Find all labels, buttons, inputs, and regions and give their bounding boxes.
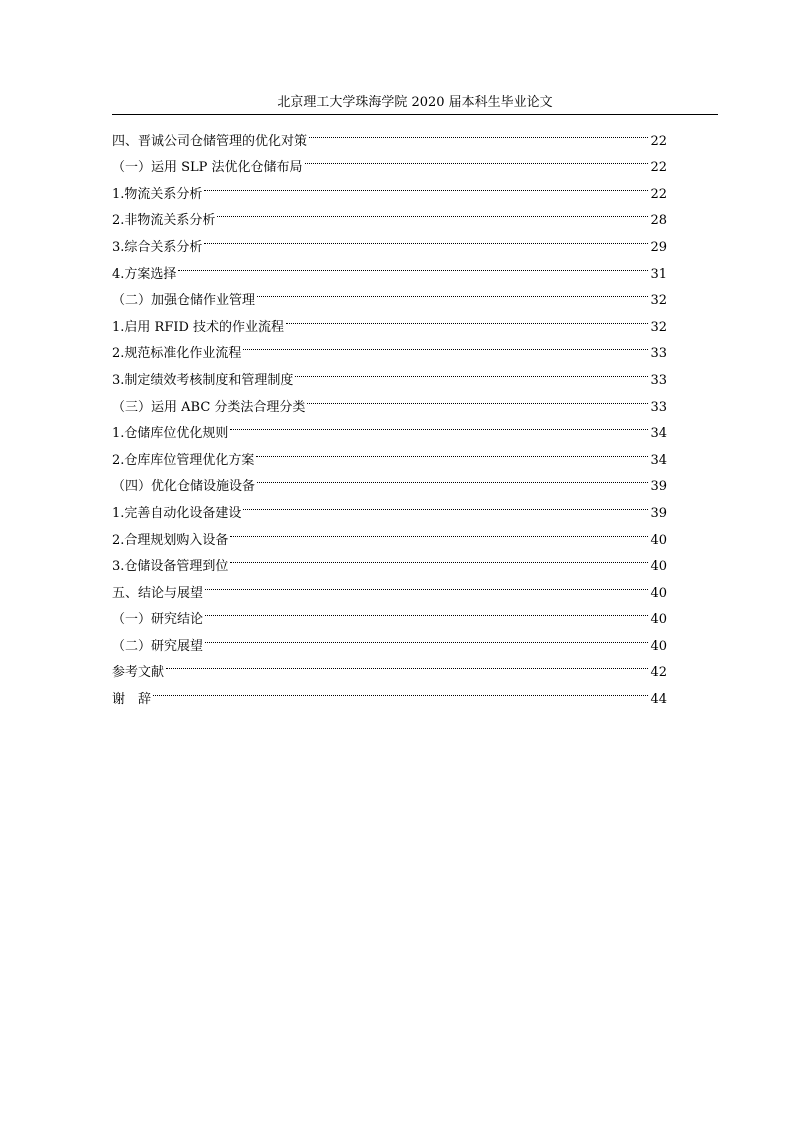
- toc-entry-title: 2.非物流关系分析: [112, 213, 216, 229]
- toc-entry-title: 3.仓储设备管理到位: [112, 559, 229, 575]
- toc-leader: [205, 623, 648, 650]
- toc-leader: [205, 597, 648, 624]
- toc-entry-title: 2.规范标准化作业流程: [112, 346, 242, 362]
- toc-entry-page: 22: [650, 133, 667, 149]
- toc-entry-page: 40: [650, 638, 667, 654]
- toc-entry-title: 1.启用 RFID 技术的作业流程: [112, 319, 285, 335]
- toc-leader: [256, 437, 648, 464]
- toc-leader: [307, 384, 648, 411]
- table-of-contents: [112, 118, 667, 708]
- toc-leader: [230, 544, 648, 571]
- toc-entry-title: 参考文献: [112, 665, 165, 681]
- toc-leader: [217, 198, 648, 225]
- toc-leader: [205, 570, 648, 597]
- toc-leader: [286, 304, 648, 331]
- toc-leader: [309, 118, 648, 145]
- toc-entry-title: （四）优化仓储设施设备: [112, 479, 256, 495]
- toc-entry-page: 34: [650, 452, 667, 468]
- toc-leader: [166, 650, 648, 677]
- toc-leader: [230, 517, 648, 544]
- toc-entry-title: 3.综合关系分析: [112, 239, 203, 255]
- toc-entry-page: 28: [650, 213, 667, 229]
- toc-leader: [153, 676, 648, 703]
- toc-entry-page: 29: [650, 239, 667, 255]
- toc-leader: [257, 464, 648, 491]
- toc-entry-page: 32: [650, 319, 667, 335]
- toc-entry[interactable]: [112, 676, 667, 708]
- toc-leader: [204, 224, 648, 251]
- toc-entry-page: 40: [650, 585, 667, 601]
- toc-leader: [257, 278, 648, 305]
- toc-entry-page: 44: [650, 692, 667, 708]
- toc-entry[interactable]: [112, 251, 667, 282]
- toc-entry-title: 2.合理规划购入设备: [112, 532, 229, 548]
- toc-leader: [305, 145, 649, 172]
- toc-entry[interactable]: [112, 650, 667, 681]
- toc-entry-title: 3.制定绩效考核制度和管理制度: [112, 372, 294, 388]
- toc-entry-title: 1.完善自动化设备建设: [112, 505, 242, 521]
- toc-entry-page: 32: [650, 293, 667, 309]
- toc-leader: [178, 251, 648, 278]
- toc-entry-title: （二）加强仓储作业管理: [112, 293, 256, 309]
- toc-entry-title: 四、晋诚公司仓储管理的优化对策: [112, 133, 308, 149]
- toc-entry-page: 34: [650, 426, 667, 442]
- header-rule: [112, 114, 718, 115]
- toc-entry-title: 4.方案选择: [112, 266, 177, 282]
- toc-leader: [243, 331, 648, 358]
- toc-leader: [230, 411, 648, 438]
- toc-leader: [204, 171, 648, 198]
- toc-entry-title: 五、结论与展望: [112, 585, 204, 601]
- toc-entry-page: 33: [650, 399, 667, 415]
- toc-leader: [243, 490, 648, 517]
- toc-entry-page: 22: [650, 186, 667, 202]
- toc-entry[interactable]: [112, 278, 667, 309]
- toc-entry-title: 1.仓储库位优化规则: [112, 426, 229, 442]
- toc-entry-page: 31: [650, 266, 667, 282]
- toc-entry-title: （一）研究结论: [112, 612, 204, 628]
- toc-entry-title: （二）研究展望: [112, 638, 204, 654]
- toc-entry[interactable]: [112, 118, 667, 149]
- toc-entry-title: 1.物流关系分析: [112, 186, 203, 202]
- toc-entry-page: 40: [650, 612, 667, 628]
- toc-entry-page: 42: [650, 665, 667, 681]
- toc-leader: [295, 357, 648, 384]
- toc-entry-page: 39: [650, 505, 667, 521]
- toc-entry-page: 40: [650, 532, 667, 548]
- page-header: 北京理工大学珠海学院 2020 届本科生毕业论文: [277, 95, 553, 110]
- toc-entry-title: 谢 辞: [112, 692, 152, 708]
- toc-entry-title: （一）运用 SLP 法优化仓储布局: [112, 160, 303, 176]
- toc-entry-title: （三）运用 ABC 分类法合理分类: [112, 399, 306, 415]
- toc-entry-page: 33: [650, 346, 667, 362]
- toc-entry-page: 33: [650, 372, 667, 388]
- toc-entry-page: 22: [650, 160, 667, 176]
- toc-entry-title: 2.仓库库位管理优化方案: [112, 452, 255, 468]
- toc-entry-page: 40: [650, 559, 667, 575]
- toc-entry-page: 39: [650, 479, 667, 495]
